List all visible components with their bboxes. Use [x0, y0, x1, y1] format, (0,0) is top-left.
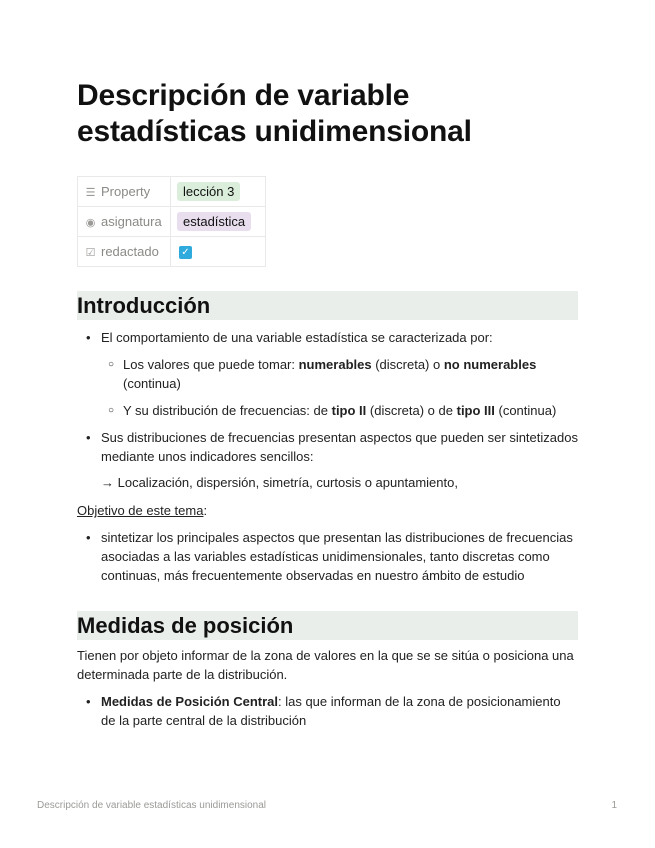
property-value[interactable] — [171, 237, 266, 267]
property-key — [78, 237, 171, 267]
property-row-redactado — [78, 237, 266, 267]
footer-title: Descripción de variable estadísticas unidimensional — [37, 800, 267, 811]
tag-asignatura: estadística — [177, 212, 251, 231]
medidas-paragraph: Tienen por objeto informar de la zona de valores en la que se se sitúa o posiciona una determinada parte de la distribución. — [77, 648, 574, 682]
list-item — [77, 692, 578, 730]
page-title: Descripción de variable estadísticas unidimensional — [77, 79, 472, 148]
bold-text: tipo II — [331, 403, 367, 418]
section-heading-medidas: Medidas de posición — [77, 611, 578, 640]
bold-text: numerables — [298, 357, 372, 372]
intro-list — [77, 328, 578, 347]
text-segment: (continua) — [123, 376, 181, 391]
bold-text: no numerables — [443, 357, 537, 372]
page-number: 1 — [611, 800, 617, 811]
bullet-icon: • — [86, 330, 91, 345]
properties-table — [77, 176, 266, 267]
text-segment: : las que informan de la zona de posicionamiento de la parte central de la distribución — [101, 694, 561, 728]
text-segment: (discreta) o de — [366, 403, 457, 418]
circle-dot-icon: ◉ — [85, 217, 96, 229]
checked-checkbox[interactable]: ✓ — [179, 246, 192, 259]
page-footer — [37, 800, 617, 811]
bullet-icon: • — [86, 430, 91, 445]
list-item — [77, 428, 578, 466]
list-item — [77, 328, 578, 347]
property-value[interactable] — [171, 177, 266, 207]
text-segment: (continua) — [494, 403, 557, 418]
hollow-bullet-icon: ○ — [108, 359, 115, 370]
list-icon: ☰ — [85, 187, 96, 199]
intro-list-2 — [77, 428, 578, 466]
text-segment: : — [203, 503, 208, 518]
text-segment: (discreta) o — [371, 357, 444, 372]
list-item — [77, 355, 578, 393]
list-item-text: Sus distribuciones de frecuencias presentan aspectos que pueden ser sintetizados mediante unos indicadores sencillos: — [101, 430, 578, 464]
medidas-list — [77, 692, 578, 730]
list-item-text: El comportamiento de una variable estadística se caracterizada por: — [101, 330, 493, 345]
bullet-icon: • — [86, 530, 91, 545]
bold-text: tipo III — [456, 403, 495, 418]
property-row-asignatura — [78, 207, 266, 237]
arrow-line — [77, 473, 578, 492]
property-key-label: Property — [101, 184, 151, 199]
intro-sublist — [77, 355, 578, 420]
arrow-icon: → — [101, 475, 114, 490]
property-key — [78, 207, 171, 237]
property-key-label: redactado — [101, 244, 159, 259]
property-row-property — [78, 177, 266, 207]
text-segment: Y su distribución de frecuencias: de — [123, 403, 332, 418]
tag-leccion: lección 3 — [177, 182, 240, 201]
list-item-text: sintetizar los principales aspectos que presentan las distribuciones de frecuencias asociadas a las variables estadísticas unidimensionales, tanto discretas como continuas, más frecuentemente observadas en nuestro ámbito de estudio — [101, 530, 573, 583]
objetivo-paragraph — [77, 501, 578, 520]
list-item — [77, 401, 578, 420]
hollow-bullet-icon: ○ — [108, 405, 115, 416]
checkbox-icon: ☑ — [85, 247, 96, 259]
bold-text: Medidas de Posición Central — [101, 694, 278, 709]
underlined-text: Objetivo de este tema — [77, 503, 204, 518]
list-item — [77, 528, 578, 585]
document-page — [77, 78, 578, 730]
text-segment: Los valores que puede tomar: — [123, 357, 299, 372]
property-value[interactable] — [171, 207, 266, 237]
property-key — [78, 177, 171, 207]
bullet-icon: • — [86, 694, 91, 709]
objetivo-list — [77, 528, 578, 585]
section-heading-introduccion: Introducción — [77, 291, 578, 320]
arrow-text: Localización, dispersión, simetría, curtosis o apuntamiento, — [114, 475, 458, 490]
property-key-label: asignatura — [101, 214, 162, 229]
